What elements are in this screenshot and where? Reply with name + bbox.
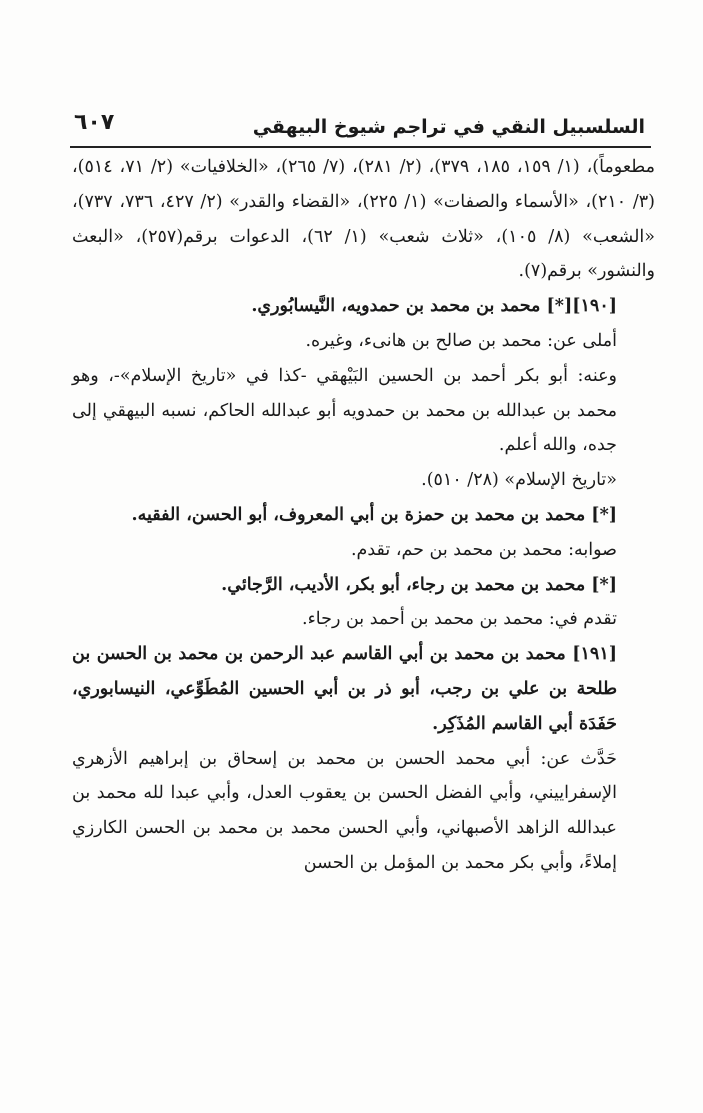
body-paragraph: «تاريخ الإسلام» (٢٨/ ٥١٠). — [421, 470, 617, 491]
entry-heading: [*] محمد بن محمد بن رجاء، أبو بكر، الأديب، الرَّجائي. — [221, 574, 617, 595]
running-header — [70, 106, 651, 148]
body-paragraph: وعنه: أبو بكر أحمد بن الحسين البَيْهقي -كذا في «تاريخ الإسلام»-، وهو محمد بن عبدالله بن محمد بن حمدويه أبو عبدالله الحاكم، نسبه البيهقي إلى جده، والله أعلم. — [72, 365, 617, 456]
body-paragraph: مطعوماً)، (١/ ١٥٩، ١٨٥، ٣٧٩)، (٢/ ٢٨١)، (٧/ ٢٦٥)، «الخلافيات» (٢/ ٧١، ٥١٤)، (٣/ ٢١٠)، «الأسماء والصفات» (١/ ٢٢٥)، «القضاء والقدر» (٢/ ٤٢٧، ٧٣٦، ٧٣٧)، «الشعب» (٨/ ١٠٥)، «ثلاث شعب» (١/ ٦٢)، الدعوات برقم(٢٥٧)، «البعث والنشور» برقم(٧). — [72, 157, 656, 282]
page-number: ٦٠٧ — [74, 110, 115, 135]
body-paragraph: صوابه: محمد بن محمد بن حم، تقدم. — [350, 539, 617, 560]
entry-heading: [*] محمد بن محمد بن حمزة بن أبي المعروف، أبو الحسن، الفقيه. — [131, 504, 617, 525]
running-title: السلسبيل النقي في تراجم شيوخ البيهقي — [252, 116, 645, 138]
page-body — [72, 150, 655, 881]
body-paragraph: تقدم في: محمد بن محمد بن أحمد بن رجاء. — [302, 609, 617, 630]
body-paragraph: حَدَّث عن: أبي محمد الحسن بن محمد بن إسحاق بن إبراهيم الأزهري الإسفراييني، وأبي الفضل الحسن بن يعقوب العدل، وأبي عبدا لله محمد بن عبدالله الزاهد الأصبهاني، وأبي الحسن محمد بن محمد بن الحسن الكارزي إملاءً، وأبي بكر محمد بن المؤمل بن الحسن — [72, 748, 617, 873]
entry-heading: [١٩٠][*] محمد بن محمد بن حمدويه، النَّيسابُوري. — [251, 296, 617, 317]
body-paragraph: أملى عن: محمد بن صالح بن هانىء، وغيره. — [305, 330, 617, 351]
entry-heading: [١٩١] محمد بن محمد بن أبي القاسم عبد الرحمن بن محمد بن الحسن بن طلحة بن علي بن رجب، أبو ذر بن أبي الحسين المُطَوِّعي، النيسابوري، حَفَدَة أبي القاسم المُذَكِر. — [72, 644, 617, 734]
